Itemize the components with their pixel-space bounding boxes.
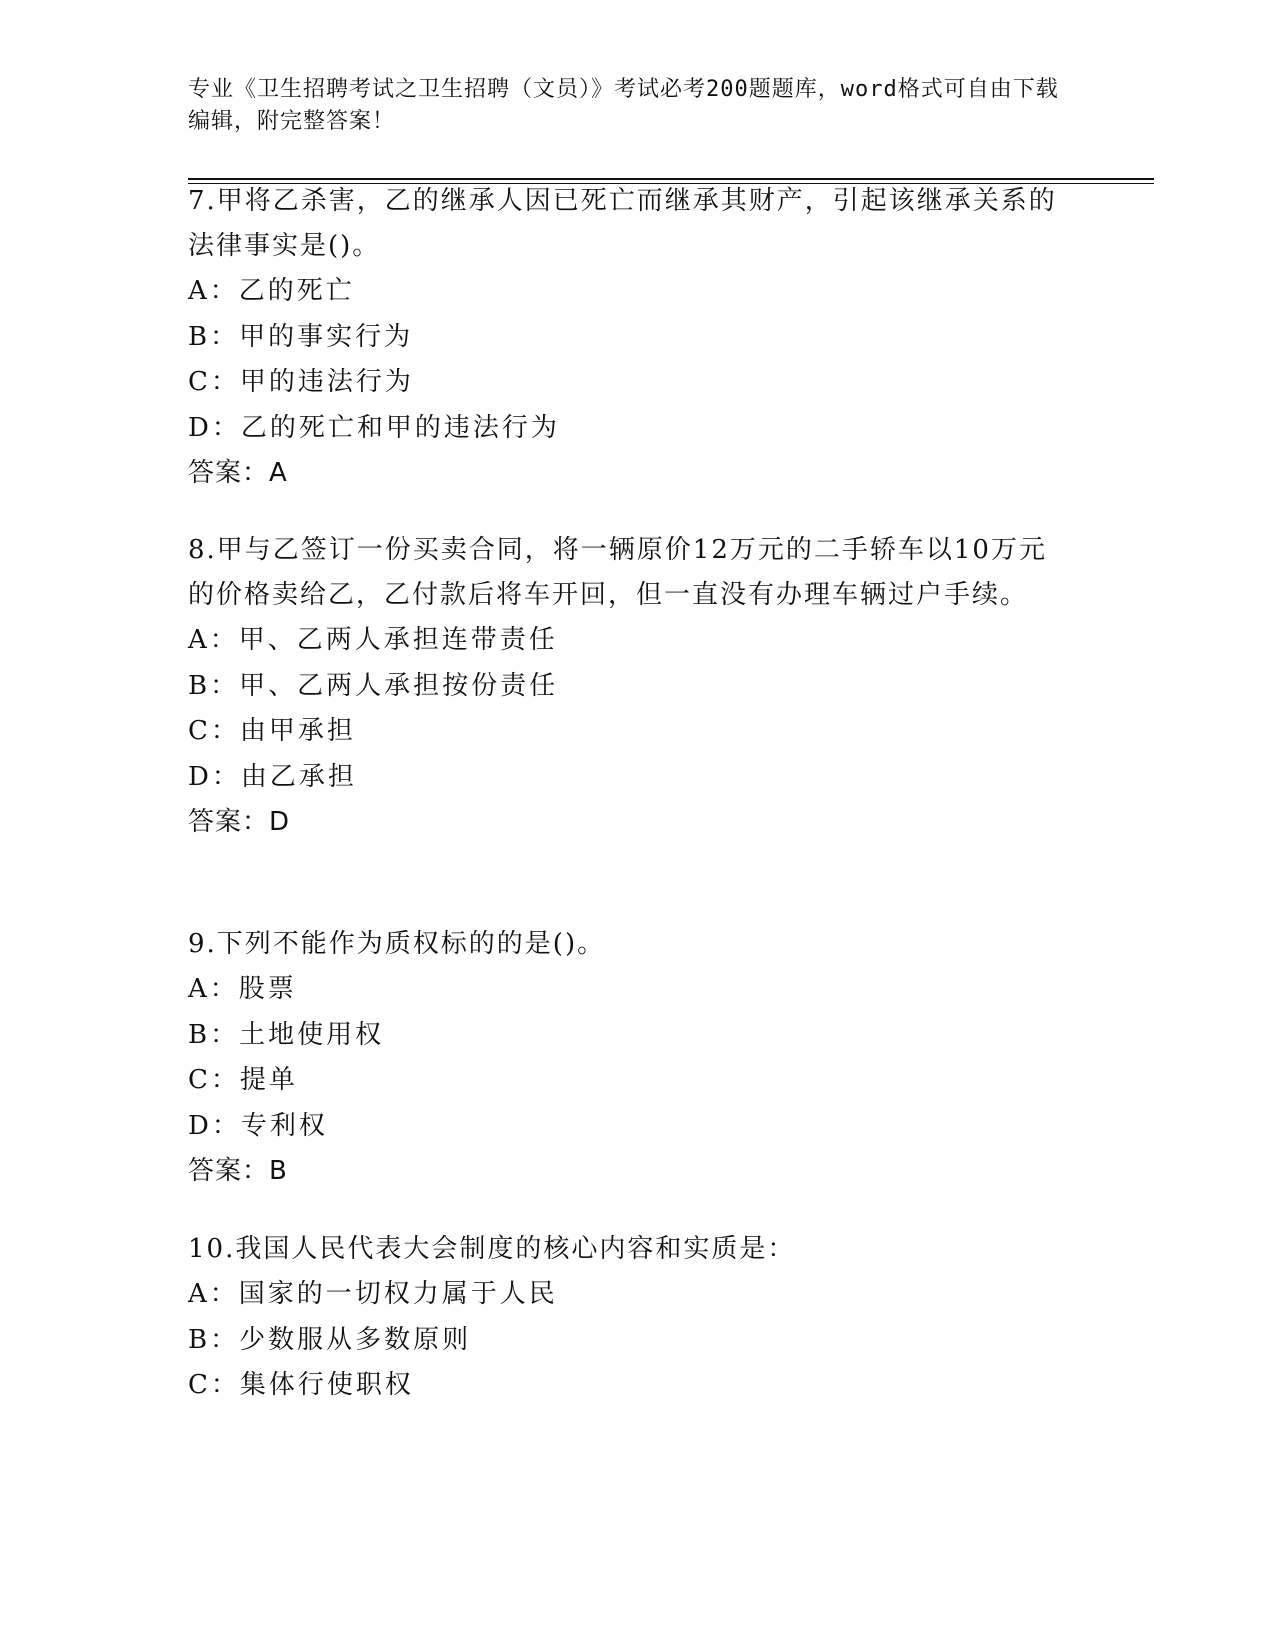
question-stem: 9.下列不能作为质权标的的是()。 (188, 929, 606, 959)
option-d: D：由乙承担 (188, 761, 357, 792)
option-d: D：专利权 (188, 1110, 328, 1141)
option-d: D：乙的死亡和甲的违法行为 (188, 412, 560, 443)
question-8 (188, 528, 1068, 845)
option-a: A：乙的死亡 (188, 276, 355, 306)
option-c: C：甲的违法行为 (188, 367, 414, 397)
question-stem: 8.甲与乙签订一份买卖合同，将一辆原价12万元的二手轿车以10万元的价格卖给乙，乙付款后将车开回，但一直没有办理车辆过户手续。 (188, 535, 1047, 610)
option-a: A：甲、乙两人承担连带责任 (188, 625, 558, 655)
option-b: B：甲、乙两人承担按份责任 (188, 670, 559, 701)
answer-text: 答案：B (188, 1156, 288, 1186)
option-a: A：国家的一切权力属于人民 (188, 1279, 558, 1309)
option-c: C：由甲承担 (188, 716, 356, 746)
question-stem: 10.我国人民代表大会制度的核心内容和实质是： (188, 1234, 796, 1264)
question-7 (188, 179, 1068, 496)
question-9 (188, 922, 1068, 1194)
answer-text: 答案：A (188, 458, 288, 488)
option-c: C：提单 (188, 1065, 298, 1095)
question-stem: 7.甲将乙杀害，乙的继承人因已死亡而继承其财产，引起该继承关系的法律事实是()。 (188, 186, 1057, 261)
option-b: B：甲的事实行为 (188, 321, 414, 352)
answer-text: 答案：D (188, 807, 291, 837)
option-a: A：股票 (188, 974, 297, 1004)
document-header: 专业《卫生招聘考试之卫生招聘（文员）》考试必考200题题库，word格式可自由下载编辑，附完整答案！ (188, 77, 1059, 134)
option-b: B：少数服从多数原则 (188, 1324, 472, 1355)
option-c: C：集体行使职权 (188, 1370, 414, 1400)
option-b: B：土地使用权 (188, 1019, 385, 1050)
question-10 (188, 1227, 1068, 1409)
